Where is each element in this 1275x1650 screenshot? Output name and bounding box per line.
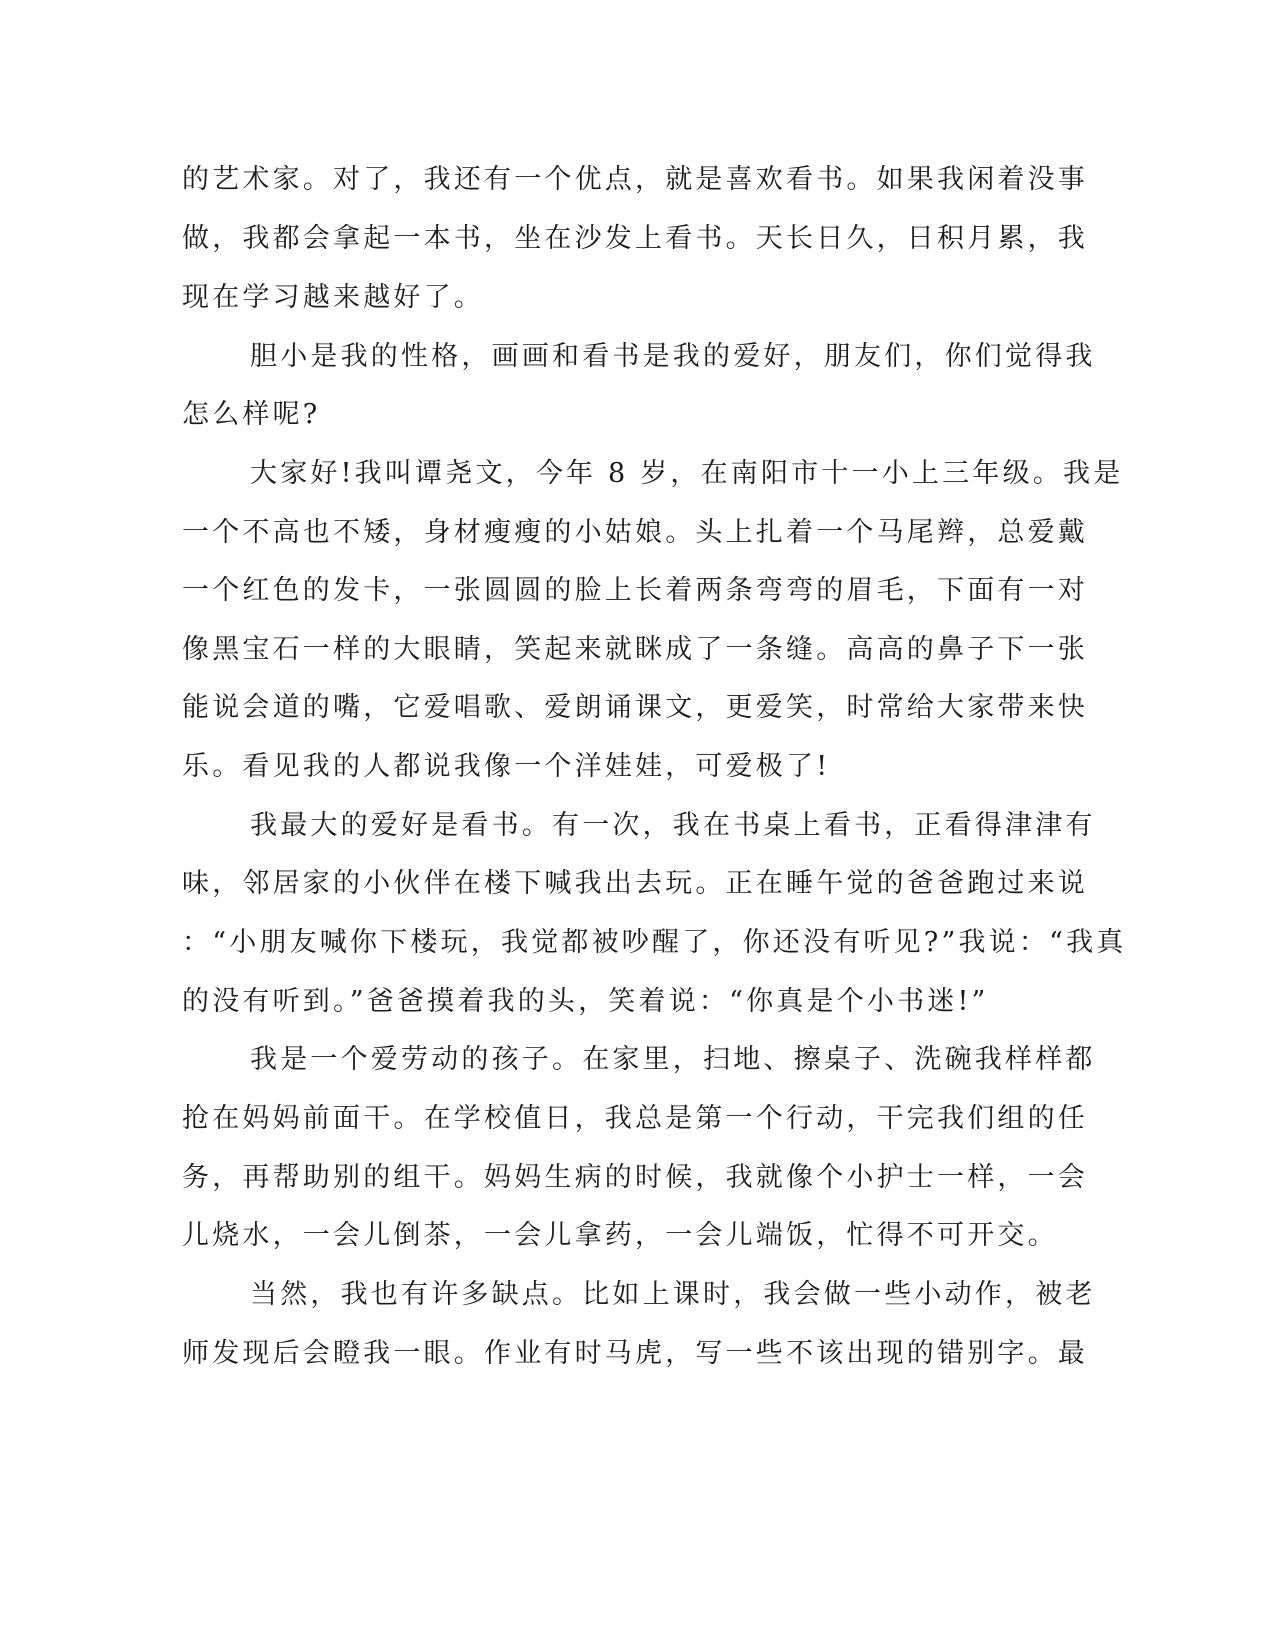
text-line: 怎么样呢? [182, 399, 321, 430]
text-line: 味，邻居家的小伙伴在楼下喊我出去玩。正在睡午觉的爸爸跑过来说 [182, 868, 1088, 899]
text-line: 的艺术家。对了，我还有一个优点，就是喜欢看书。如果我闲着没事 [182, 164, 1088, 195]
text-line: 能说会道的嘴，它爱唱歌、爱朗诵课文，更爱笑，时常给大家带来快 [182, 692, 1088, 723]
text-line: 的没有听到。”爸爸摸着我的头，笑着说：“你真是个小书迷!” [182, 986, 989, 1017]
paragraph-start-line: 我是一个爱劳动的孩子。在家里，扫地、擦桌子、洗碗我样样都 [250, 1044, 1096, 1075]
text-line: 抢在妈妈前面干。在学校值日，我总是第一个行动，干完我们组的任 [182, 1103, 1088, 1134]
paragraph-start-line: 大家好!我叫谭尧文，今年 8 岁，在南阳市十一小上三年级。我是 [250, 458, 1124, 489]
text-line: 师发现后会瞪我一眼。作业有时马虎，写一些不该出现的错别字。最 [182, 1338, 1088, 1369]
paragraph-start-line: 我最大的爱好是看书。有一次，我在书桌上看书，正看得津津有 [250, 810, 1096, 841]
text-line: 一个红色的发卡，一张圆圆的脸上长着两条弯弯的眉毛，下面有一对 [182, 575, 1088, 606]
text-line: 做，我都会拿起一本书，坐在沙发上看书。天长日久，日积月累，我 [182, 223, 1088, 254]
text-line: 一个不高也不矮，身材瘦瘦的小姑娘。头上扎着一个马尾辫，总爱戴 [182, 517, 1088, 548]
paragraph-start-line: 胆小是我的性格，画画和看书是我的爱好，朋友们，你们觉得我 [250, 341, 1096, 372]
text-line: 儿烧水，一会儿倒茶，一会儿拿药，一会儿端饭，忙得不可开交。 [182, 1220, 1058, 1251]
text-line: ：“小朋友喊你下楼玩，我觉都被吵醒了，你还没有听见?”我说：“我真 [182, 927, 1127, 958]
paragraph-start-line: 当然，我也有许多缺点。比如上课时，我会做一些小动作，被老 [250, 1279, 1096, 1310]
text-line: 现在学习越来越好了。 [182, 282, 484, 313]
text-line: 务，再帮助别的组干。妈妈生病的时候，我就像个小护士一样，一会 [182, 1162, 1088, 1193]
text-line: 乐。看见我的人都说我像一个洋娃娃，可爱极了! [182, 751, 831, 782]
text-line: 像黑宝石一样的大眼睛，笑起来就眯成了一条缝。高高的鼻子下一张 [182, 634, 1088, 665]
